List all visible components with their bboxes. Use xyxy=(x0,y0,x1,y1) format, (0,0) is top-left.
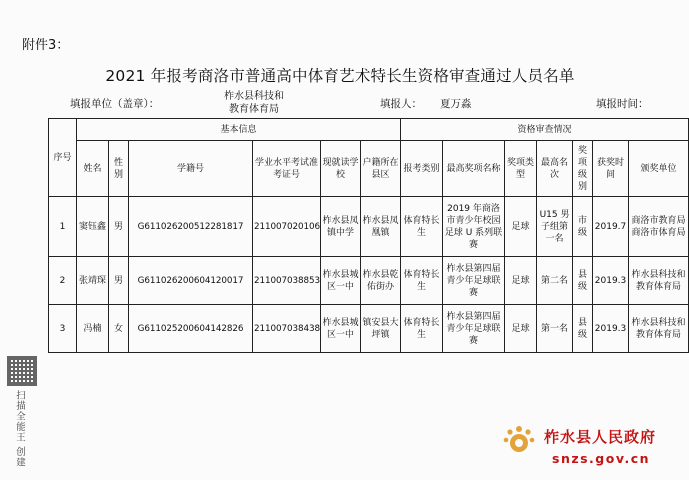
cell-category: 体育特长生 xyxy=(401,305,443,353)
cell-gender: 男 xyxy=(109,257,129,305)
cell-issuer: 柞水县科技和教育体育局 xyxy=(629,305,689,353)
col-student-id: 学籍号 xyxy=(129,141,253,197)
cell-award-time: 2019.7 xyxy=(593,197,629,257)
col-award-type: 奖项类型 xyxy=(505,141,537,197)
cell-award-level: 县级 xyxy=(573,305,593,353)
col-name: 姓名 xyxy=(77,141,109,197)
cell-name: 窦钰鑫 xyxy=(77,197,109,257)
cell-top-rank: 第一名 xyxy=(537,305,573,353)
cell-issuer: 柞水县科技和教育体育局 xyxy=(629,257,689,305)
header-review: 资格审查情况 xyxy=(401,119,689,141)
watermark-url: snzs.gov.cn xyxy=(552,451,651,466)
cell-school: 柞水县凤镇中学 xyxy=(321,197,361,257)
cell-gender: 男 xyxy=(109,197,129,257)
col-top-award: 最高奖项名称 xyxy=(443,141,505,197)
col-gender: 性别 xyxy=(109,141,129,197)
cell-exam-cert: 211007038853 xyxy=(253,257,321,305)
cell-top-award: 柞水县第四届青少年足球联赛 xyxy=(443,305,505,353)
col-award-level: 奖项级别 xyxy=(573,141,593,197)
col-school: 现就读学校 xyxy=(321,141,361,197)
government-emblem-icon xyxy=(502,424,536,458)
cell-hukou: 柞水县乾佑街办 xyxy=(361,257,401,305)
cell-award-time: 2019.3 xyxy=(593,305,629,353)
unit-value-line2: 教育体育局 xyxy=(229,104,279,115)
cell-gender: 女 xyxy=(109,305,129,353)
column-header-row xyxy=(49,141,689,197)
person-value: 夏万淼 xyxy=(440,98,472,110)
document-title: 2021 年报考商洛市普通高中体育艺术特长生资格审查通过人员名单 xyxy=(105,67,575,85)
cell-name: 张靖琛 xyxy=(77,257,109,305)
cell-seq: 3 xyxy=(49,305,77,353)
col-issuer: 颁奖单位 xyxy=(629,141,689,197)
cell-school: 柞水县城区一中 xyxy=(321,257,361,305)
attachment-label: 附件3： xyxy=(22,38,70,53)
col-category: 报考类别 xyxy=(401,141,443,197)
col-hukou: 户籍所在县区 xyxy=(361,141,401,197)
unit-value xyxy=(224,90,284,116)
cell-seq: 2 xyxy=(49,257,77,305)
cell-student-id: G611026200512281817 xyxy=(129,197,253,257)
watermark-title: 柞水县人民政府 xyxy=(544,428,657,446)
cell-top-rank: U15 男子组第一名 xyxy=(537,197,573,257)
header-seq: 序号 xyxy=(49,119,77,197)
cell-category: 体育特长生 xyxy=(401,197,443,257)
cell-award-time: 2019.3 xyxy=(593,257,629,305)
cell-top-award: 2019 年商洛市青少年校园足球 U 系列联赛 xyxy=(443,197,505,257)
cell-award-type: 足球 xyxy=(505,197,537,257)
table-row xyxy=(49,197,689,257)
cell-seq: 1 xyxy=(49,197,77,257)
cell-student-id: G611026200604120017 xyxy=(129,257,253,305)
cell-award-type: 足球 xyxy=(505,305,537,353)
cell-school: 柞水县城区一中 xyxy=(321,305,361,353)
cell-hukou: 柞水县凤凰镇 xyxy=(361,197,401,257)
col-top-rank: 最高名次 xyxy=(537,141,573,197)
cell-award-level: 县级 xyxy=(573,257,593,305)
header-basic-info: 基本信息 xyxy=(77,119,401,141)
cell-hukou: 镇安县大坪镇 xyxy=(361,305,401,353)
time-label: 填报时间： xyxy=(596,98,649,110)
col-exam-cert: 学业水平考试准考证号 xyxy=(253,141,321,197)
group-header-row xyxy=(49,119,689,141)
cell-top-award: 柞水县第四届青少年足球联赛 xyxy=(443,257,505,305)
table-row xyxy=(49,305,689,353)
applicant-table xyxy=(48,118,689,353)
scanner-credit: 扫描全能王 创建 xyxy=(14,390,25,468)
person-label: 填报人： xyxy=(380,98,422,110)
col-award-time: 获奖时间 xyxy=(593,141,629,197)
cell-exam-cert: 211007038438 xyxy=(253,305,321,353)
cell-name: 冯楠 xyxy=(77,305,109,353)
cell-top-rank: 第二名 xyxy=(537,257,573,305)
cell-issuer: 商洛市教育局 商洛市体育局 xyxy=(629,197,689,257)
cell-award-level: 市级 xyxy=(573,197,593,257)
unit-label: 填报单位（盖章）： xyxy=(70,98,160,110)
cell-award-type: 足球 xyxy=(505,257,537,305)
table-row xyxy=(49,257,689,305)
qr-code-icon xyxy=(7,356,37,386)
cell-category: 体育特长生 xyxy=(401,257,443,305)
unit-value-line1: 柞水县科技和 xyxy=(224,91,284,102)
cell-exam-cert: 211007020106 xyxy=(253,197,321,257)
cell-student-id: G611025200604142826 xyxy=(129,305,253,353)
